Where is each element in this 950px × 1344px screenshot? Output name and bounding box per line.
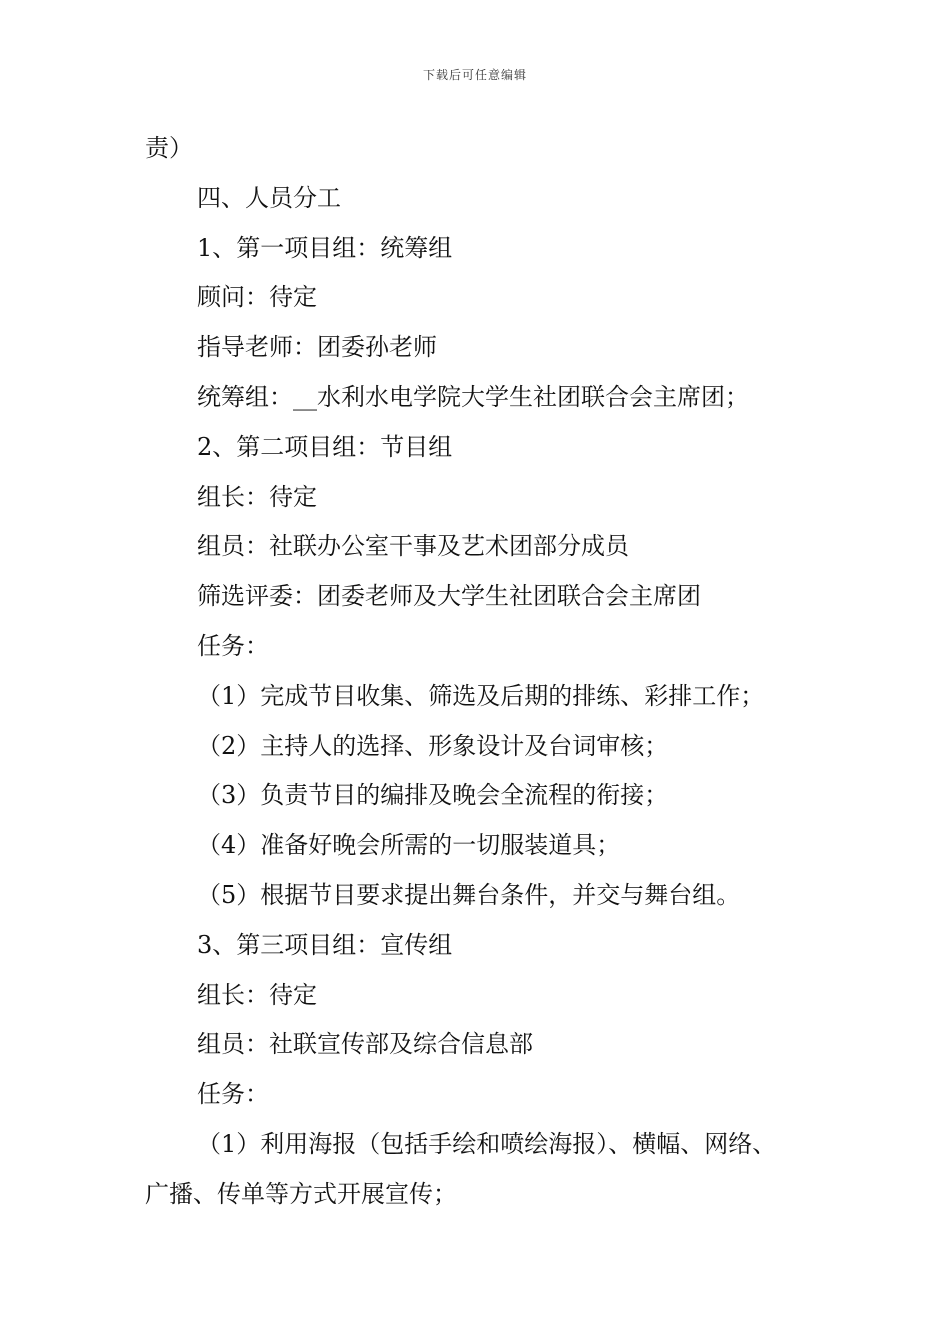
line-judges: 筛选评委：团委老师及大学生社团联合会主席团 <box>197 582 701 611</box>
line-program-members: 组员：社联办公室干事及艺术团部分成员 <box>197 532 629 561</box>
line-publicity-leader: 组长：待定 <box>197 980 317 1009</box>
line-program-leader: 组长：待定 <box>197 482 317 511</box>
task-item-2: （2）主持人的选择、形象设计及台词审核； <box>197 731 669 760</box>
publicity-task-item-1: （1）利用海报（包括手绘和喷绘海报）、横幅、网络、 <box>197 1129 777 1158</box>
task-item-5: （5）根据节目要求提出舞台条件，并交与舞台组。 <box>197 880 741 909</box>
group-heading-program: 2、第二项目组：节目组 <box>197 432 453 461</box>
document-body <box>145 124 835 1220</box>
publicity-task-item-1-continued: 广播、传单等方式开展宣传； <box>145 1179 457 1208</box>
line-coordination-group: 统筹组：__水利水电学院大学生社团联合会主席团； <box>197 382 749 411</box>
section-heading-personnel: 四、人员分工 <box>197 183 341 212</box>
paragraph-line-continuation: 责） <box>145 134 193 162</box>
group-heading-coordination: 1、第一项目组：统筹组 <box>197 233 453 262</box>
line-instructor: 指导老师：团委孙老师 <box>197 333 437 362</box>
task-item-1: （1）完成节目收集、筛选及后期的排练、彩排工作； <box>197 681 765 710</box>
task-item-3: （3）负责节目的编排及晚会全流程的衔接； <box>197 781 669 810</box>
line-advisor: 顾问：待定 <box>197 283 317 312</box>
line-publicity-members: 组员：社联宣传部及综合信息部 <box>197 1030 533 1059</box>
group-heading-publicity: 3、第三项目组：宣传组 <box>197 930 453 959</box>
page-header-note: 下载后可任意编辑 <box>422 68 527 82</box>
line-program-tasks-label: 任务： <box>197 631 269 660</box>
task-item-4: （4）准备好晚会所需的一切服装道具； <box>197 831 621 860</box>
line-publicity-tasks-label: 任务： <box>197 1080 269 1109</box>
